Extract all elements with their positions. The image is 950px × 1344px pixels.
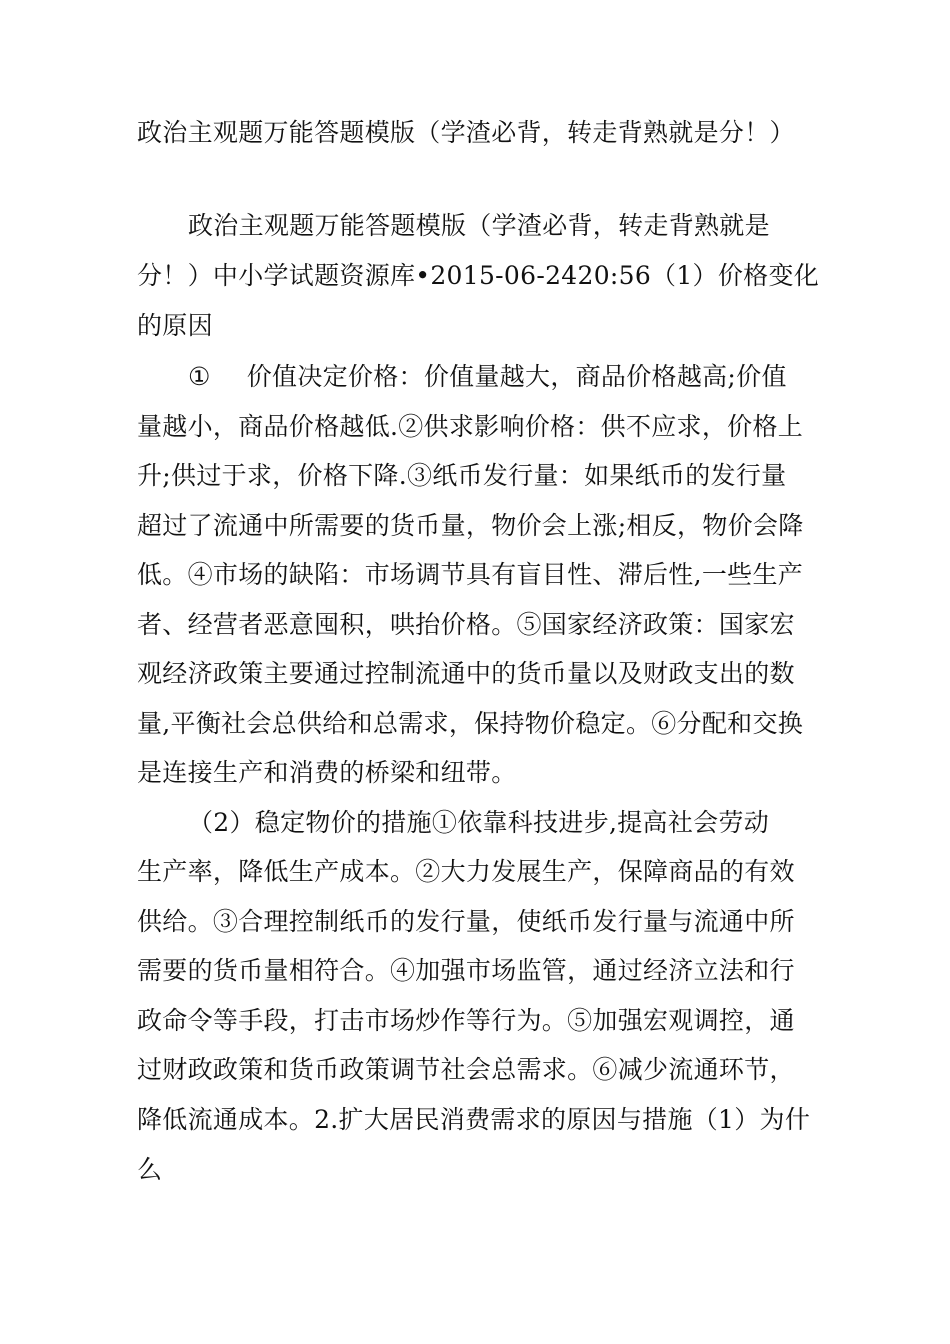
paragraph-2-line-5: 低。④市场的缺陷：市场调节具有盲目性、滞后性,一些生产 — [137, 560, 804, 589]
paragraph-1-line-2: 分！）中小学试题资源库•2015-06-2420:56（1）价格变化 — [137, 261, 820, 290]
paragraph-3-line-6: 过财政政策和货币政策调节社会总需求。⑥减少流通环节， — [137, 1055, 795, 1084]
paragraph-2-line-3: 升;供过于求，价格下降.③纸币发行量：如果纸币的发行量 — [137, 461, 787, 490]
paragraph-2-line-6: 者、经营者恶意囤积，哄抬价格。⑤国家经济政策：国家宏 — [137, 610, 795, 639]
paragraph-2-line-9: 是连接生产和消费的桥梁和纽带。 — [137, 758, 517, 787]
paragraph-2-line-1 — [188, 362, 787, 392]
paragraph-3-line-2: 生产率，降低生产成本。②大力发展生产，保障商品的有效 — [137, 857, 795, 886]
paragraph-3-line-3: 供给。③合理控制纸币的发行量，使纸币发行量与流通中所 — [137, 907, 795, 936]
list-marker-1: ① — [188, 362, 211, 391]
paragraph-3-line-4: 需要的货币量相符合。④加强市场监管，通过经济立法和行 — [137, 956, 795, 985]
paragraph-1-line-3: 的原因 — [137, 311, 213, 340]
document-title: 政治主观题万能答题模版（学渣必背，转走背熟就是分！） — [137, 118, 795, 147]
paragraph-2-line-4: 超过了流通中所需要的货币量，物价会上涨;相反，物价会降 — [137, 511, 804, 540]
paragraph-2-line-1-text: 价值决定价格：价值量越大，商品价格越高;价值 — [246, 362, 787, 391]
paragraph-3-line-5: 政命令等手段，打击市场炒作等行为。⑤加强宏观调控，通 — [137, 1006, 795, 1035]
paragraph-2-line-8: 量,平衡社会总供给和总需求，保持物价稳定。⑥分配和交换 — [137, 709, 804, 738]
paragraph-3-line-7: 降低流通成本。2.扩大居民消费需求的原因与措施（1）为什 — [137, 1105, 811, 1134]
paragraph-3-line-8: 么 — [137, 1155, 163, 1184]
paragraph-1-line-1: 政治主观题万能答题模版（学渣必背，转走背熟就是 — [188, 211, 770, 240]
paragraph-2-line-2: 量越小，商品价格越低.②供求影响价格：供不应求，价格上 — [137, 412, 804, 441]
paragraph-2-line-7: 观经济政策主要通过控制流通中的货币量以及财政支出的数 — [137, 659, 795, 688]
paragraph-3-line-1: （2）稳定物价的措施①依靠科技进步,提高社会劳动 — [188, 808, 770, 837]
